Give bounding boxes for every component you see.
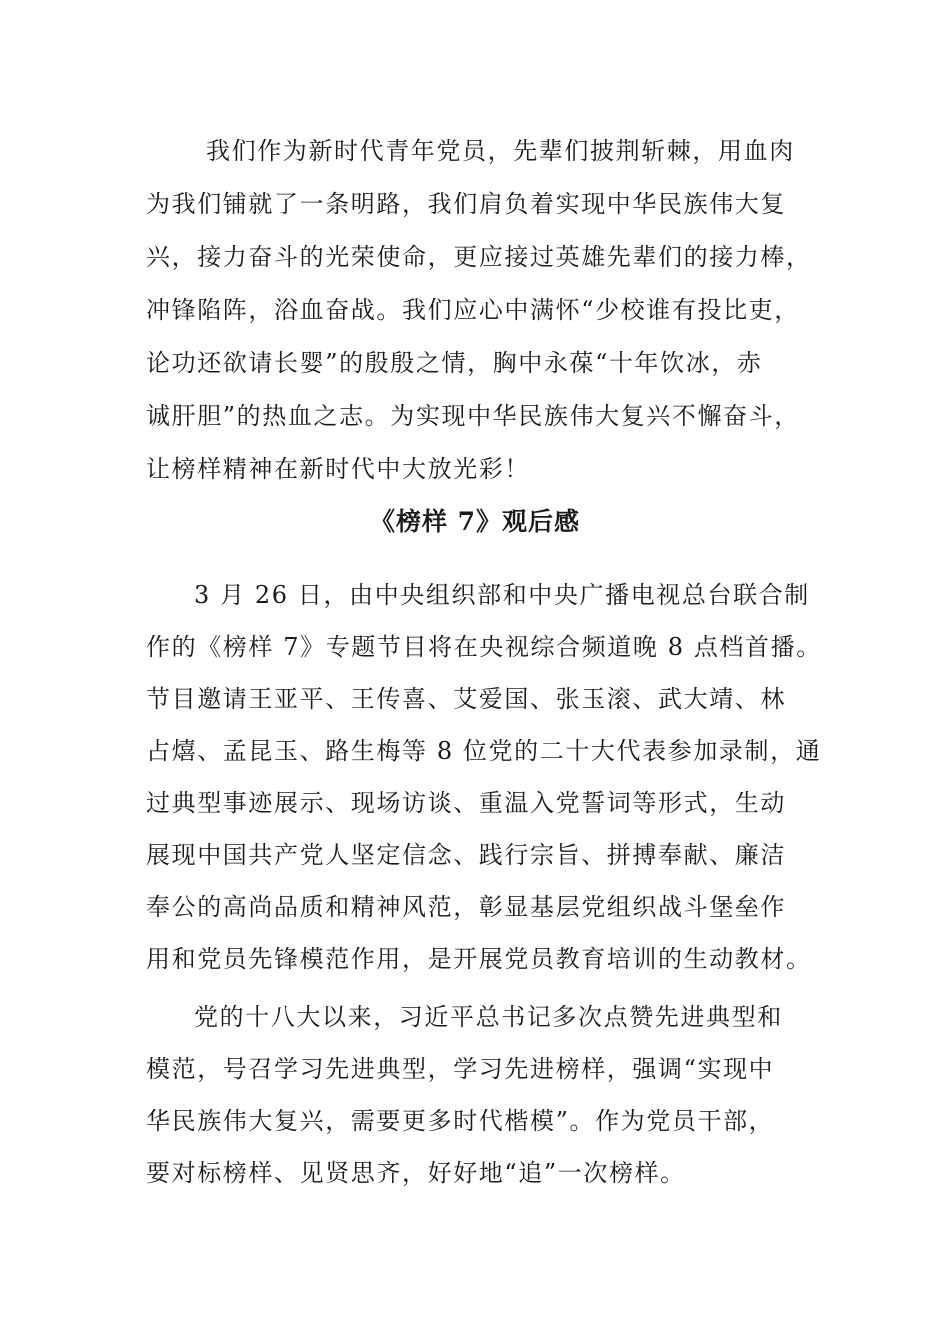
paragraph-line: 兴，接力奋斗的光荣使命，更应接过英雄先辈们的接力棒， <box>146 243 812 271</box>
paragraph-line: 华民族伟大复兴，需要更多时代楷模”。作为党员干部， <box>146 1107 775 1135</box>
paragraph-line: 党的十八大以来，习近平总书记多次点赞先进典型和 <box>194 1003 783 1031</box>
section-title: 《榜样 7》观后感 <box>369 507 581 536</box>
paragraph-line: 我们作为新时代青年党员，先辈们披荆斩棘，用血肉 <box>206 137 795 165</box>
paragraph-line: 占熺、孟昆玉、路生梅等 8 位党的二十大代表参加录制，通 <box>146 737 822 765</box>
paragraph-line: 论功还欲请长婴”的殷殷之情，胸中永葆“十年饮冰，赤 <box>146 349 763 377</box>
paragraph-line: 过典型事迹展示、现场访谈、重温入党誓词等形式，生动 <box>146 789 786 817</box>
paragraph-line: 要对标榜样、见贤思齐，好好地“追”一次榜样。 <box>146 1159 686 1187</box>
paragraph-line: 诚肝胆”的热血之志。为实现中华民族伟大复兴不懈奋斗， <box>146 402 800 430</box>
paragraph-line: 冲锋陷阵，浴血奋战。我们应心中满怀“少校谁有投比吏， <box>146 296 800 324</box>
paragraph-line: 3 月 26 日，由中央组织部和中央广播电视总台联合制 <box>194 581 810 609</box>
paragraph-line: 作的《榜样 7》专题节目将在央视综合频道晚 8 点档首播。 <box>146 633 822 661</box>
paragraph-line: 为我们铺就了一条明路，我们肩负着实现中华民族伟大复 <box>146 190 786 218</box>
paragraph-line: 让榜样精神在新时代中大放光彩！ <box>146 455 530 483</box>
paragraph-line: 用和党员先锋模范作用，是开展党员教育培训的生动教材。 <box>146 945 812 973</box>
paragraph-line: 节目邀请王亚平、王传喜、艾爱国、张玉滚、武大靖、林 <box>146 685 786 713</box>
paragraph-line: 展现中国共产党人坚定信念、践行宗旨、拼搏奉献、廉洁 <box>146 841 786 869</box>
paragraph-line: 奉公的高尚品质和精神风范，彰显基层党组织战斗堡垒作 <box>146 893 786 921</box>
paragraph-line: 模范，号召学习先进典型，学习先进榜样，强调“实现中 <box>146 1055 775 1083</box>
